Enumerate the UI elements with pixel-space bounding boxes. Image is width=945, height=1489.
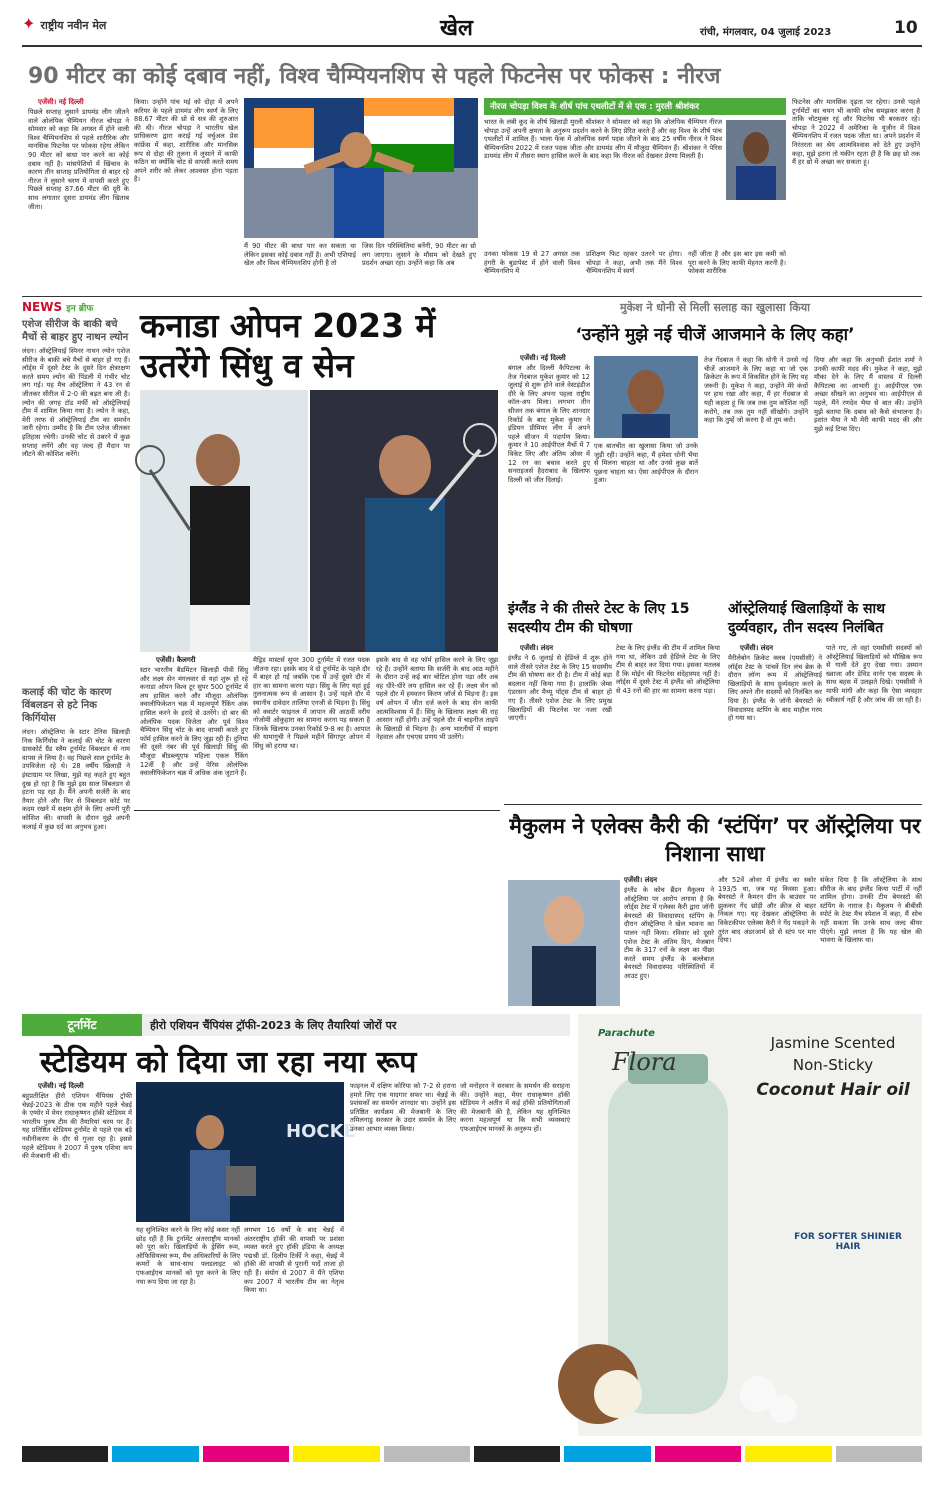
ad-brand: Parachute: [598, 1028, 655, 1039]
reg-mark-gray-2: [836, 1446, 922, 1462]
mukesh-byline: एजेंसी। नई दिल्ली: [520, 354, 566, 362]
sindhu-photo: [140, 390, 308, 652]
tournament-label: टूर्नामेंट: [22, 1014, 142, 1036]
ad-line-3: Coconut Hair oil: [756, 1080, 910, 1100]
neeraj-photo: [244, 98, 478, 238]
news-brief-label: [22, 300, 130, 314]
mukesh-photo: [594, 356, 698, 438]
tournament-column-4: फाइनल में दक्षिण कोरिया को 7-2 से हराना हमारे लिए एक यादगार सफर था। चेन्नई के प्रशंसकों का समर्थन शानदार था। उन्होंने इस प्रतिष्ठित कार्यक्रम की मेजबानी के लिए तमिलनाडु सरकार के उदार समर्थन के लिए उनका आभार व्यक्त किया।: [350, 1082, 456, 1133]
lead-caption-column: मैं 90 मीटर की बाधा पार कर सकता था लेकिन इसका कोई दबाव नहीं है। अभी एशियाई खेल और विश्व चैम्पियनशिप होनी है तो: [244, 242, 356, 268]
reg-mark-yellow-2: [745, 1446, 831, 1462]
news-label: NEWS: [22, 300, 63, 314]
ad-badge: FOR SOFTER SHINIER HAIR: [794, 1232, 902, 1252]
brief-item-2-title: कलाई की चोट के कारण विंबलडन से हटे निक किर्गियोस: [22, 687, 112, 724]
reg-mark-magenta: [203, 1446, 289, 1462]
hockey-event-photo: [136, 1082, 356, 1222]
canada-column-1: स्टार भारतीय बैडमिंटन खिलाड़ी पीवी सिंधु और लक्ष्य सेन मंगलवार से यहां शुरू हो रहे कनाडा ओपन विश्व टूर सुपर 500 टूर्नामेंट में लय हासिल करने और मौजूदा ओलंपिक क्वालीफिकेशन चक्र में महत्वपूर्ण रैंकिंग अंक हासिल करने के इरादे से उतरेंगे। दो बार की ओलंपिक पदक विजेता और पूर्व विश्व चैम्पियन सिंधु चोट के बाद वापसी करते हुए फॉर्म हासिल करने के लिए जूझ रही हैं। दुनिया की दूसरे नंबर की पूर्व खिलाड़ी सिंधु की मौजूदा बीडब्ल्यूएफ महिला एकल रैंकिंग 12वीं है और उन्हें पेरिस ओलंपिक क्वालीफिकेशन चक्र में अधिक अंक जुटाने हैं।: [140, 666, 248, 778]
ad-product: Flora: [612, 1048, 677, 1076]
murali-column-a: उनका फोकस 19 से 27 अगस्त तक हंगरी के बुडापेस्ट में होने वाली विश्व चैम्पियनशिप में: [484, 250, 580, 276]
reg-mark-magenta-2: [655, 1446, 741, 1462]
parachute-ad[interactable]: [578, 1014, 922, 1436]
australia-byline: एजेंसी। लंदन: [740, 644, 774, 652]
tournament-photo-caption: यह सुनिश्चित करने के लिए कोई कसर नहीं छोड़ रही है कि टूर्नामेंट अंतरराष्ट्रीय मानकों को पूरा करे। खिलाड़ियों के ड्रेसिंग रूम, ऑफिसियल्स रूम, मैच अधिकारियों के लिए कमरों के साथ-साथ फ्लडलाइट को एफआईएच मानकों को पूरा करने के लिए नया रूप दिया जा रहा है।: [136, 1226, 240, 1286]
brief-item-1-title: एशेज सीरीज के बाकी बचे मैचों से बाहर हुए नाथन ल्योन: [22, 319, 129, 343]
mccullum-column-3: संकेत दिया है कि ऑस्ट्रेलिया के साथ सीरीज के बाद इंग्लैंड किया पार्टी में नहीं शामिल होगा। उनकी टीम बेयरस्टो की स्टंपिंग के नाराज है। मैकुलम ने बीबीसी स्पोर्ट के टेस्ट मैच स्पेशल में कहा, मैं सोच नहीं सकता कि उनके साथ जल्द बीयर पीएंगे। मुझे लगता है कि यह खेल की भावना के खिलाफ था।: [820, 876, 922, 945]
murali-box: [484, 98, 786, 290]
reg-mark-gray: [384, 1446, 470, 1462]
tournament-column-3: लगभग 16 वर्षों के बाद चेन्नई में अंतरराष्ट्रीय हॉकी की वापसी पर प्रशंसा व्यक्त करते हुए हॉकी इंडिया के अध्यक्ष पद्मश्री डॉ. दिलीप टिर्की ने कहा, चेन्नई में हॉकी की वापसी से पुरानी यादें ताजा हो रही हैं। संयोग से 2007 में मैंने एशिया कप 2007 में भारतीय टीम का नेतृत्व किया था।: [244, 1226, 344, 1295]
lead-column-4: जिस दिन परिस्थितियां बनेंगी, 90 मीटर का थ्रो लग जाएगा। लुसाने के मौसम को देखते हुए प्रदर्शन अच्छा रहा। उन्होंने कहा कि अब: [362, 242, 476, 268]
masthead: [0, 0, 945, 52]
lead-right-column: फिटनेस और मानसिक दृढ़ता पर रहेगा। उनसे पहले टूर्नामेंटों का चयन भी काफी सोच समझकर करना है ताकि चोटमुक्त रहूं और फिटनेस भी बरकरार रहे। चोपड़ा ने 2022 में अमेरिका के यूजीन में विश्व चैम्पियनशिप में रजत पदक जीता था। अपने प्रदर्शन में निरंतरता का श्रेय आत्मविश्वास को देते हुए उन्होंने कहा, मुझे इतना तो यकीन रहता ही है कि छह थ्रो तक मैं हर थ्रो में अच्छा कर सकता हूं।: [792, 98, 920, 167]
mukesh-column-2: तेज गेंदबाज ने कहा कि धोनी ने उनसे नई चीजें आजमाने के लिए कहा था जो एक क्रिकेटर के रूप में विकसित होने के लिए यह जरूरी है। मुकेश ने कहा, उन्होंने मेरे कंधों पर हाथ रखा और कहा, मैं हर गेंदबाज से यही कहता हूं कि जब तक तुम कोशिश नहीं करोगे, तब तक तुम नहीं सीखोगे। उन्होंने कहा कि तुम्हें जो करना है वो तुम करो।: [704, 356, 808, 425]
mccullum-column-1: इंग्लैंड के कोच ब्रैंडन मैकुलम ने ऑस्ट्रेलिया पर आरोप लगाया है कि लॉर्ड्स टेस्ट में एलेक्स कैरी द्वारा जॉनी बेयरस्टो की विवादास्पद स्टंपिंग के दौरान ऑस्ट्रेलिया ने खेल भावना का पालन नहीं किया। रविवार को दूसरे एशेज टेस्ट के अंतिम दिन, मेजबान टीम के 317 रनों के लक्ष्य का पीछा करते समय इंग्लैंड के बल्लेबाज बेयरस्टो विवादास्पद परिस्थितियों में आउट हुए।: [624, 886, 714, 980]
section-name: खेल: [440, 16, 473, 41]
canada-column-3: इसके बाद से वह फॉर्म हासिल करने के लिए जूझ रहे हैं। उन्होंने बताया कि सर्जरी के बाद आठ महीने के दौरान उन्हें कई बार चोटिल होना पड़ा और अब वह धीरे-धीरे लय हासिल कर रहे हैं। लक्ष्य सेन को पहले दौर में हमवतन किरण जॉर्ज से भिड़ना है। इस वर्ष ओपन में जीत दर्ज करने के बाद सेन काफी आत्मविश्वास में हैं। सिंधु के खिलाफ लक्ष्य की राह आसान नहीं होगी। उन्हें पहले दौर में चाइनीज ताइपे के खिलाड़ी से भिड़ना है। अन्य भारतीयों में साइना नेहवाल और एचएस प्रणय भी उतरेंगे।: [376, 656, 498, 742]
lakshya-photo: [310, 390, 498, 652]
reg-mark-black: [22, 1446, 108, 1462]
brief-label: इन ब्रीफ: [66, 304, 94, 314]
ad-line-2: Non-Sticky: [792, 1056, 874, 1074]
divider-3: [134, 810, 500, 811]
murali-column-b: प्रशिक्षण फिट रहकर उतरने पर होगा। चोपड़ा ने कहा, अभी तक मैंने विश्व चैम्पियनशिप में स्वर्ण: [586, 250, 682, 276]
divider-1: [22, 296, 922, 297]
mccullum-column-2: और 52वें ओवर में इंग्लैंड का स्कोर 193/5 था, जब यह किस्सा हुआ। बेयरस्टो ने कैमरन ग्रीन के बाउंसर पर झुककर गेंद छोड़ी और क्रीज से बाहर निकल गए। यह देखकर ऑस्ट्रेलिया के विकेटकीपर एलेक्स कैरी ने गेंद पकड़ने के तुरंत बाद अंडरआर्म थ्रो से स्टंप पर मार दिया।: [718, 876, 816, 945]
registration-strip: [22, 1446, 922, 1462]
masthead-rule: [22, 45, 922, 47]
murali-column-c: नहीं जीता है और इस बार इस कमी को पूरा करने के लिए काफी मेहनत करनी है। फोकस शारीरिक: [688, 250, 786, 276]
lead-headline: 90 मीटर का कोई दबाव नहीं, विश्व चैम्पियनशिप से पहले फिटनेस पर फोकस : नीरज: [28, 64, 721, 89]
brief-item-1-body: लंदन। ऑस्ट्रेलियाई स्पिनर नाथन ल्योन एशेज सीरीज के बाकी बचे मैचों से बाहर हो गए हैं। लॉर्ड्स में दूसरे टेस्ट के दूसरे दिन क्षेत्ररक्षण करते समय ल्योन की पिंडली में गंभीर चोट लग गई। यह मैच ऑस्ट्रेलिया ने 43 रन से जीतकर सीरीज में 2-0 की बढ़त बना ली है। ल्योन की जगह टॉड मर्फी को ऑस्ट्रेलियाई टीम में शामिल किया गया है। ल्योन ने कहा, मेरी तरफ से ऑस्ट्रेलियाई टीम का समर्थन जारी रहेगा। उम्मीद है कि टीम एशेज जीतकर इतिहास रचेगी। उनकी चोट से उबरने में कुछ सप्ताह लगेंगे और वह जल्द ही मैदान पर लौटने की कोशिश करेंगे।: [22, 347, 130, 459]
lead-byline: एजेंसी। नई दिल्ली: [38, 98, 84, 106]
lead-column-2: किया। उन्होंने पांच मई को दोहा में अपने करियर के पहले डायमंड लीग स्वर्ण के लिए 88.67 मीटर की थ्रो से सत्र की शुरुआत की थी। नीरज चोपड़ा ने भारतीय खेल प्राधिकरण द्वारा कराई गई वर्चुअल प्रेस कांफ्रेंस में कहा, शारीरिक और मानसिक रूप से दोहा की तुलना में लुसाने में काफी कठिन था क्योंकि चोट से वापसी करते समय अपने शरीर को लेकर आश्वस्त होना पड़ता है।: [134, 98, 238, 184]
reg-mark-cyan-2: [564, 1446, 650, 1462]
brief-item-2-body: लंदन। ऑस्ट्रेलिया के स्टार टेनिस खिलाड़ी निक किर्गियोस ने कलाई की चोट के कारण ग्रासकोर्ट ग्रैंड स्लैम टूर्नामेंट विंबलडन से नाम वापस ले लिया है। वह पिछले साल टूर्नामेंट के उपविजेता रहे थे। 28 वर्षीय खिलाड़ी ने इंस्टाग्राम पर लिखा, मुझे यह कहते हुए बहुत दुख हो रहा है कि मुझे इस साल विंबलडन से हटना पड़ रहा है। मैंने अपनी सर्जरी के बाद तैयार होने और फिर से विंबलडन कोर्ट पर कदम रखने में सक्षम होने के लिए अपनी पूरी कोशिश की। वापसी के दौरान मुझे अपनी कलाई में कुछ दर्द का अनुभव हुआ।: [22, 728, 130, 831]
australia-headline: ऑस्ट्रेलियाई खिलाड़ियों के साथ दुर्व्यवहार, तीन सदस्य निलंबित: [728, 601, 886, 636]
reg-mark-black-2: [474, 1446, 560, 1462]
tournament-strip: [22, 1014, 570, 1036]
canada-headline: कनाडा ओपन 2023 में उतरेंगे सिंधु व सेन: [140, 306, 436, 385]
reg-mark-yellow: [293, 1446, 379, 1462]
dateline: रांची, मंगलवार, 04 जुलाई 2023: [700, 27, 832, 38]
reg-mark-cyan: [112, 1446, 198, 1462]
tournament-column-5: जो मनोहरन ने सरकार के समर्थन की सराहना की। उन्होंने कहा, मेयर राधाकृष्णन हॉकी स्टेडियम ने अतीत में कई हॉकी प्रतियोगिताओं की मेजबानी की है, लेकिन यह सुनिश्चित करना महत्वपूर्ण था कि सभी व्यवस्थाएं एफआईएच मानकों के अनुरूप हों।: [460, 1082, 570, 1133]
lead-column-1: पिछले सप्ताह लुसाने डायमंड लीग जीतने वाले ओलंपिक चैम्पियन नीरज चोपड़ा ने सोमवार को कहा कि अगस्त में होने वाली विश्व चैम्पियनशिप से पहले शारीरिक और मानसिक फिटनेस पर फोकस रहेगा लेकिन 90 मीटर को बाधा पार करने का कोई दबाव नहीं है। मांसपेशियों में खिंचाव के कारण तीन सप्ताह प्रतियोगिता से बाहर रहे नीरज ने लुसाने चरण में वापसी करते हुए पिछले सप्ताह 87.66 मीटर की दूरी के साथ लगातार दूसरा डायमंड लीग खिताब जीता।: [28, 108, 129, 211]
mccullum-byline: एजेंसी। लंदन: [624, 876, 658, 884]
canada-column-2: मैड्रिड मास्टर्स सुपर 300 टूर्नामेंट में रजत पदक जीतना रहा। इसके बाद वे दो टूर्नामेंट के पहले दौर में बाहर हो गई जबकि एक में उन्हें दूसरे दौर में हार का सामना करना पड़ा। सिंधु के लिए यहां हुई तुलनात्मक रूप से आसान है। उन्हें पहले दौर में स्थानीय दावेदार तालिया एनजी से भिड़ना है। सिंधु को क्वार्टर फाइनल में जापान की आठवीं वरीय नोजोमी ओकुहारा का सामना करना पड़ सकता है जिनके खिलाफ उनका रिकॉर्ड 9-8 का है। आपात की यामागुची ने पिछले महीने सिंगापुर ओपन में सिंधु को हराया था।: [253, 656, 370, 750]
page-number: 10: [894, 18, 918, 38]
bird-icon: ✦: [22, 14, 36, 33]
paper-name: राष्ट्रीय नवीन मेल: [40, 19, 107, 32]
paper-logo: [22, 14, 106, 33]
england-byline: एजेंसी। लंदन: [520, 644, 554, 652]
ad-line-1: Jasmine Scented: [770, 1034, 896, 1052]
mccullum-photo: [508, 880, 620, 1006]
tournament-kicker: हीरो एशियन चैंपियंस ट्रॉफी-2023 के लिए तैयारियां जोरों पर: [150, 1019, 397, 1032]
australia-column-1: मैरीलेबोन क्रिकेट क्लब (एमसीसी) ने लॉर्ड्स टेस्ट के पांचवें दिन लंच ब्रेक के दौरान लॉन्ग रूम में ऑस्ट्रेलियाई खिलाड़ियों के साथ दुर्व्यवहार करने के लिए अपने तीन सदस्यों को निलंबित कर दिया है। इंग्लैंड के जॉनी बेयरस्टो के विवादास्पद स्टंपिंग के बाद माहौल गरम हो गया था।: [728, 654, 822, 723]
tournament-column-1: बहुप्रतीक्षित हीरो एशियन चैंपियंस ट्रॉफी चेन्नई-2023 के ठीक एक महीने पहले चेन्नई के एग्मोर में मेयर राधाकृष्णन हॉकी स्टेडियम में भारतीय पुरुष टीम की तैयारियां चरम पर हैं। यह प्रतिष्ठित स्टेडियम टूर्नामेंट से पहले एक बड़े नवीनीकरण के दौर से गुजर रहा है। इससे पहले स्टेडियम ने 2007 में पुरुष एशिया कप की मेजबानी की थी।: [22, 1092, 132, 1161]
mukesh-column-1: बंगाल और दिल्ली कैपिटल्स के तेज गेंदबाज मुकेश कुमार को 12 जुलाई से शुरू होने वाले वेस्टइंडीज दौरे के लिए अपना पहला राष्ट्रीय कॉल-अप मिला। लगभग तीन सीजन तक बंगाल के लिए शानदार रिकॉर्ड के बाद मुकेश कुमार ने इंडियन प्रीमियर लीग में अपने पहले सीजन में पदार्पण किया। कुमार ने 10 आईपीएल मैचों में 7 विकेट लिए और अंतिम ओवर में 12 रन का बचाव करते हुए सनराइजर्स हैदराबाद के खिलाफ दिल्ली को जीत दिलाई।: [508, 364, 590, 484]
england-column-1: इंग्लैंड ने 6 जुलाई से हेडिंग्ले में शुरू होने वाले तीसरे एशेज टेस्ट के लिए 15 सदस्यीय टीम की घोषणा कर दी है। टीम में कोई बड़ा बदलाव नहीं किया गया है। हालांकि जेम्स एंडरसन और मैथ्यू पॉट्स टीम से बाहर हो गए हैं। तीसरे एशेज टेस्ट के लिए प्रमुख खिलाड़ियों की फिटनेस पर नजर रखी जाएगी।: [508, 654, 612, 723]
murali-heading: नीरज चोपड़ा विश्व के शीर्ष पांच एथलीटों में से एक : मुरली श्रीशंकर: [484, 98, 786, 115]
mukesh-column-3: दिया और कहा कि अनुभवी ईशांत शर्मा ने उनकी काफी मदद की। मुकेश ने कहा, मुझे मौका देने के लिए मैं वास्तव में दिल्ली कैपिटल्स का आभारी हूं। आईपीएल एक अच्छा सीखने का अनुभव था। आईपीएल से पहले, मैंने रणदेव भैया से बात की। उन्होंने मुझे बताया कि दबाव को कैसे संभालना है। इशांत भैया ने भी मेरी काफी मदद की और मुझे कई टिप्स दिए।: [814, 356, 922, 433]
murali-photo: [726, 120, 786, 200]
mccullum-headline: मैकुलम ने एलेक्स कैरी की ‘स्टंपिंग’ पर ऑस्ट्रेलिया पर निशाना साधा: [509, 814, 921, 866]
mukesh-kicker: मुकेश ने धोनी से मिली सलाह का खुलासा किया: [620, 301, 810, 314]
tournament-headline: स्टेडियम को दिया जा रहा नया रूप: [40, 1045, 417, 1080]
mukesh-photo-caption: एक बातचीत का खुलासा किया जो उनके जुड़ी रही। उन्होंने कहा, मैं हमेशा धोनी भैया से मिलना चाहता था और उनसे कुछ बातें पूछना चाहता था। ऐसा आईपीएल के दौरान हुआ।: [594, 442, 698, 485]
australia-column-2: पाते गए, तो वहां एमसीसी सदस्यों को ऑस्ट्रेलियाई खिलाड़ियों को मौखिक रूप से गाली देते हुए देखा गया। उस्मान ख्वाजा और डेविड वार्नर एक सदस्य के साथ बहस में उलझते दिखे। एमसीसी ने माफी मांगी और कहा कि ऐसा व्यवहार स्वीकार्य नहीं है और जांच की जा रही है।: [826, 644, 922, 704]
england-column-2: टेस्ट के लिए इंग्लैंड की टीम में शामिल किया गया था, लेकिन उसे हेडिंग्ले टेस्ट के लिए टीम से बाहर कर दिया गया। इसका मतलब है कि मोईन की फिटनेस संदेहास्पद नहीं है। लॉर्ड्स में दूसरे टेस्ट में इंग्लैंड को ऑस्ट्रेलिया से 43 रनों की हार का सामना करना पड़ा।: [616, 644, 720, 695]
mukesh-headline: ‘उन्होंने मुझे नई चीजें आजमाने के लिए कहा’: [575, 325, 855, 345]
england-headline: इंग्लैंड ने की तीसरे टेस्ट के लिए 15 सदस्यीय टीम की घोषणा: [508, 601, 690, 636]
divider-2: [504, 804, 922, 805]
tournament-byline: एजेंसी। नई दिल्ली: [38, 1082, 84, 1090]
canada-byline: एजेंसी। कैलगरी: [156, 656, 196, 664]
murali-body: भारत के लंबी कूद के शीर्ष खिलाड़ी मुरली श्रीशंकर ने सोमवार को कहा कि ओलंपिक चैम्पियन नीरज चोपड़ा उन्हें अपनी क्षमता के अनुरूप प्रदर्शन करने के लिए प्रेरित करते हैं और वह विश्व के शीर्ष पांच एथलीटों में शामिल हैं। भाला फेंक में ओलंपिक स्वर्ण पदक जीतने के बाद 25 वर्षीय नीरज ने विश्व चैम्पियनशिप 2022 में रजत पदक जीता और डायमंड लीग में मौजूदा चैम्पियन हैं। श्रीशंकर ने पेरिस डायमंड लीग में तीसरा स्थान हासिल करने के बाद कहा कि नीरज को देखकर प्रेरणा मिलती है।: [484, 118, 722, 161]
hockey-backdrop-text: HOCKE: [286, 1121, 356, 1142]
